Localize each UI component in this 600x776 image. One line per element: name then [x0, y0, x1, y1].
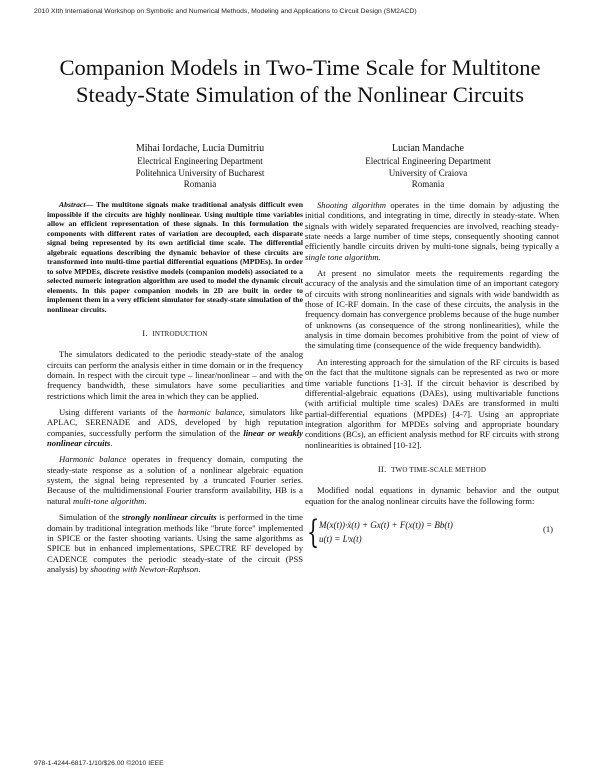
title-line-2: Steady-State Simulation of the Nonlinear Circuits [75, 82, 525, 107]
equation-number: (1) [542, 523, 553, 534]
equation-1 [305, 514, 559, 554]
paragraph: An interesting approach for the simulation of the RF circuits is based on the fact that the multitone signals can be represented as two or more time variable functions [1-3]. If the circuit behavior is described by differential-algebraic equations (DAEs), using multivariable functions (with artificial multiple time scales) DAEs are transformed in multi partial-differential equations (MPDEs) [4-7]. Using an appropriate integration algorithm for MPDEs solving and appropriate boundary conditions (BCs), an efficient analysis method for RF circuits with strong nonlinearities is obtained [10-12]. [305, 356, 559, 450]
section-heading-introduction [47, 328, 303, 339]
paragraph: Modified nodal equations in dynamic behavior and the output equation for the analog nonlinear circuits have the following form: [305, 485, 559, 506]
section-title: INTRODUCTION [152, 330, 208, 338]
paragraph: At present no simulator meets the requirements regarding the accuracy of the analysis and the simulation time of an important category of circuits with strong nonlinearities and signals with wide bandwidth as those of IC-RF domain. In the case of these circuits, the analysis in the frequency domain has convergence problems because of the huge number of unknowns (as consequence of the strong nonlinearities), while the analysis in time domain becomes prohibitive from the point of view of the simulating time (consequence of the wide frequency bandwidth). [305, 268, 559, 351]
equation-lines [319, 518, 453, 546]
paragraph: Harmonic balance operates in frequency domain, computing the steady-state response as a solution of a nonlinear algebraic equation system, the signal being represented by a truncated Fourier series. Because of the multidimensional Fourier transform availability, HB is a natural multi-tone algorithm. [47, 454, 303, 506]
section-heading-two-time-scale [305, 464, 559, 475]
author-block-right [318, 143, 538, 191]
brace-symbol: { [307, 512, 320, 551]
paragraph: Simulation of the strongly nonlinear circuits is performed in the time domain by traditional integration methods like "brute force" implemented in SPICE or the faster shooting variants. Using the same algorithms as SPICE but in enhanced implementations, SPECTRE RF developed by CADENCE computes the periodic steady-state of the circuit (PSS analysis) by shooting with Newton-Raphson. [47, 512, 303, 574]
abstract-text: — The multitone signals make traditional analysis difficult even impossible if the circuits are highly nonlinear. Using multiple time variables allow an efficient representation of these signals. In this formulation the components with different rates of variation are decoupled, each disparate signal being represented by its own artificial time scale. The differential algebraic equations describing the dynamic behavior of these circuits are transformed into multi-time partial differential equations (MPDEs). In order to solve MPDEs, discrete resistive models (companion models) associated to a selected numeric integration algorithm are used to model the dynamic circuit elements. In this paper companion models in 2D are built in order to implement them in a very efficient simulator for steady-state simulation of the nonlinear circuits. [47, 200, 303, 314]
author-institution: University of Craiova [388, 167, 468, 178]
author-block-left [90, 143, 310, 191]
equation-line-1: M(x(t))·ẋ(t) + Gx(t) + F(x(t)) = Bb(t) [319, 519, 453, 530]
paragraph: Using different variants of the harmonic balance, simulators like APLAC, SERENADE and ADS, developed by high reputation companies, successfully perform the simulation of the linear or weakly nonlinear circuits. [47, 407, 303, 449]
copyright-footer: 978-1-4244-6817-1/10/$26.00 ©2010 IEEE [34, 760, 164, 767]
author-names: Mihai Iordache, Lucia Dumitriu [135, 143, 265, 154]
left-column [47, 200, 303, 580]
abstract [47, 200, 303, 314]
author-names: Lucian Mandache [392, 143, 464, 154]
section-number: I. [142, 328, 148, 338]
abstract-label: Abstract [59, 200, 86, 209]
equation-line-2: u(t) = Lᵗx(t) [319, 533, 362, 544]
author-country: Romania [183, 179, 217, 190]
conference-header: 2010 XIth International Workshop on Symbolic and Numerical Methods, Modeling and Applications to Circuit Design (SM2ACD) [34, 8, 417, 15]
author-institution: Politehnica University of Bucharest [135, 167, 265, 178]
paragraph: Shooting algorithm operates in the time domain by adjusting the initial conditions, and integrating in time, directly in steady-state. When signals with widely separated frequencies are involved, reaching steady-state needs a large number of time steps, consequently shooting cannot efficiently handle circuits driven by multi-tone signals, being typically a single tone algorithm. [305, 200, 560, 262]
author-department: Electrical Engineering Department [365, 156, 491, 167]
section-number: II. [377, 463, 387, 474]
section-title: TWO TIME-SCALE METHOD [391, 465, 487, 474]
author-country: Romania [411, 179, 445, 190]
title-line-1: Companion Models in Two-Time Scale for Multitone [59, 55, 541, 80]
paragraph: The simulators dedicated to the periodic steady-state of the analog circuits can perform the analysis either in time domain or in the frequency domain. In respect with the circuit type – linear/nonlinear – and with the frequency bandwidth, these simulators have some peculiarities and restrictions which limit the area in which they can be applied. [47, 349, 303, 401]
right-column [305, 200, 559, 554]
author-department: Electrical Engineering Department [137, 156, 263, 167]
paper-title [20, 54, 580, 108]
